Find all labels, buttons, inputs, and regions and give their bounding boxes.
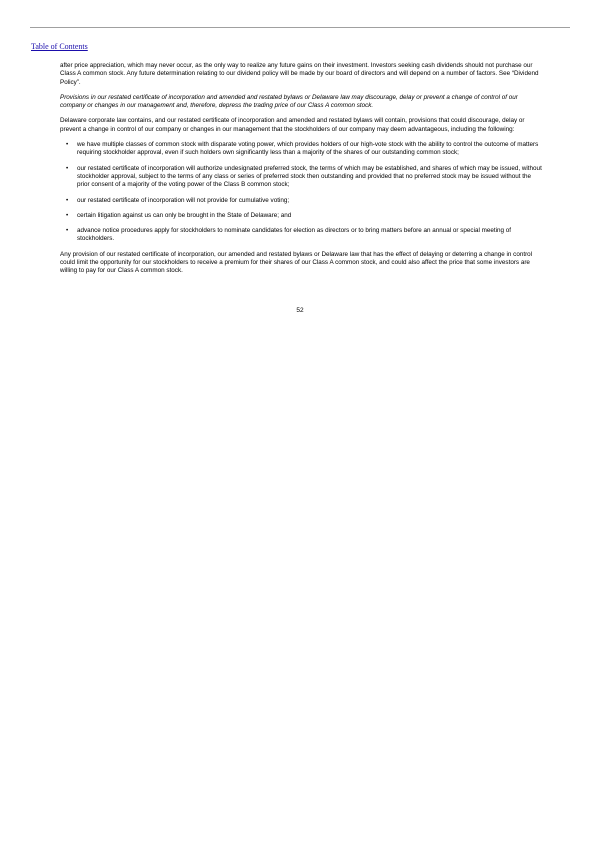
bullet-icon: • — [66, 211, 69, 219]
list-item-text: our restated certificate of incorporation will authorize undesignated preferred stock, the terms of which may be established, and shares of which may be issued, without stockholder approval, subject to the terms of any class or series of preferred stock then outstanding and provided that no preferred stock may be issued without the prior consent of a majority of the voting power of the Class B common stock; — [77, 164, 542, 189]
page-content — [60, 62, 542, 276]
paragraph-delaware-law: Delaware corporate law contains, and our restated certificate of incorporation and amended and restated bylaws will contain, provisions that could discourage, delay or prevent a change in control of our company or changes in our management that the stockholders of our company may deem advantageous, including the following: — [60, 117, 525, 133]
list-item — [60, 165, 542, 190]
bullet-icon: • — [66, 141, 69, 149]
list-item-text: our restated certificate of incorporation will not provide for cumulative voting; — [77, 196, 290, 204]
bullet-icon: • — [66, 227, 69, 235]
list-item-text: advance notice procedures apply for stockholders to nominate candidates for election as directors or to bring matters before an annual or special meeting of stockholders. — [77, 227, 512, 243]
risk-factor-heading: Provisions in our restated certificate of incorporation and amended and restated bylaws or Delaware law may discourage, delay or prevent a change of control of our company or changes in our management and, therefore, depress the trading price of our Class A common stock. — [60, 93, 518, 110]
list-item — [60, 141, 542, 158]
list-item — [60, 212, 542, 220]
provisions-list — [60, 141, 542, 244]
page-number: 52 — [296, 307, 304, 314]
list-item — [60, 227, 542, 244]
bullet-icon: • — [66, 164, 69, 172]
top-divider — [30, 27, 570, 28]
list-item — [60, 197, 542, 205]
paragraph-change-in-control: Any provision of our restated certificate of incorporation, our amended and restated bylaws or Delaware law that has the effect of delaying or deterring a change in control could limit the opportunity for our stockholders to receive a premium for their shares of our Class A common stock, and could also affect the price that some investors are willing to pay for our Class A common stock. — [60, 250, 533, 275]
list-item-text: we have multiple classes of common stock with disparate voting power, which provides holders of our high-vote stock with the ability to control the outcome of matters requiring stockholder approval, even if such holders own significantly less than a majority of the shares of our outstanding common stock; — [77, 141, 539, 157]
table-of-contents-link[interactable]: Table of Contents — [31, 42, 88, 51]
list-item-text: certain litigation against us can only be brought in the State of Delaware; and — [77, 211, 292, 219]
paragraph-dividend-policy: after price appreciation, which may never occur, as the only way to realize any future gains on their investment. Investors seeking cash dividends should not purchase our Class A common stock. Any future determination relating to our dividend policy will be made by our board of directors and will depend on a number of factors. See “Dividend Policy”. — [60, 62, 539, 86]
bullet-icon: • — [66, 196, 69, 204]
